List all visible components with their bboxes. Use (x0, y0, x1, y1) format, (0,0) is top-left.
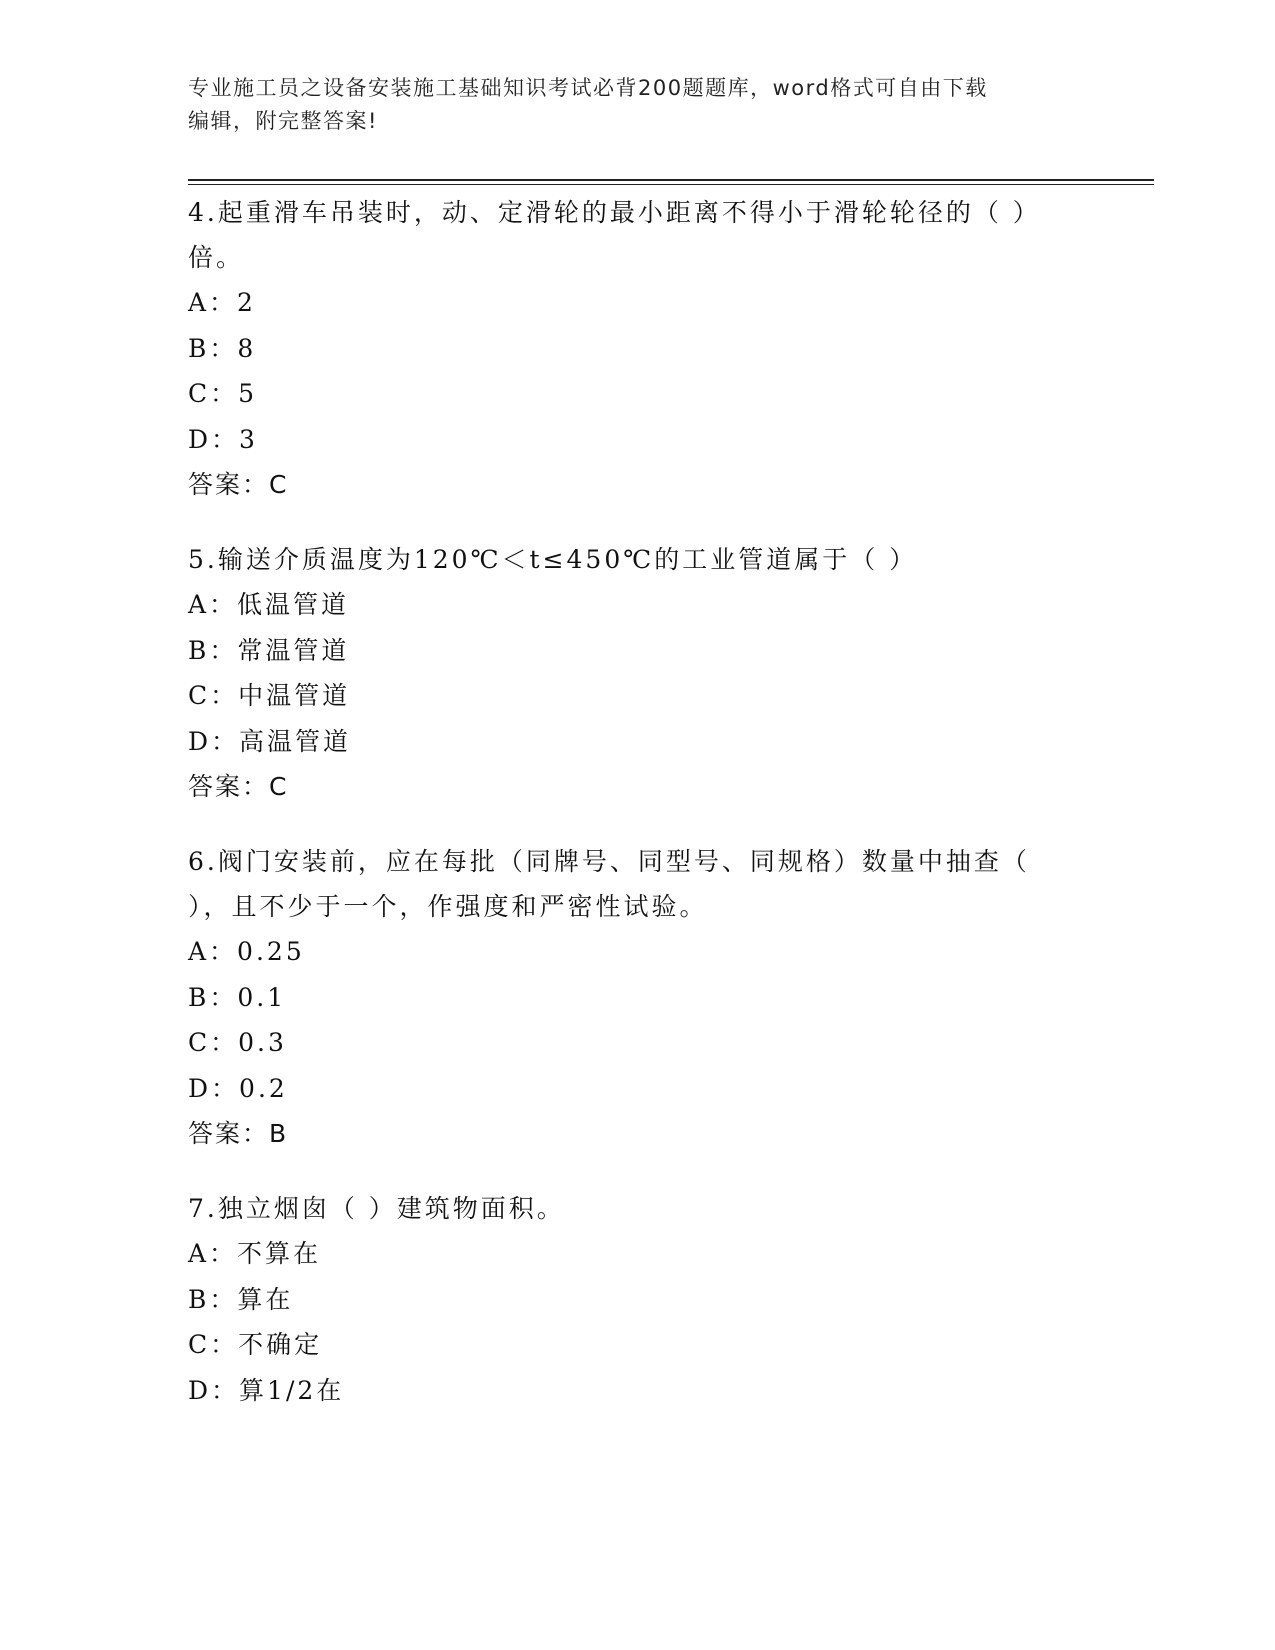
question-5 (188, 537, 1108, 809)
answer: 答案：C (188, 772, 289, 801)
header-divider-thin (188, 184, 1154, 185)
question-6 (188, 839, 1108, 1156)
answer: 答案：C (188, 470, 289, 499)
question-text-line: 倍。 (188, 243, 245, 272)
answer: 答案：B (188, 1119, 289, 1148)
option-b: B：常温管道 (188, 635, 350, 665)
document-header (188, 72, 1068, 138)
question-4 (188, 190, 1108, 507)
option-c: C：中温管道 (188, 681, 351, 710)
header-line-1: 专业施工员之设备安装施工基础知识考试必背200题题库，word格式可自由下载 (188, 76, 988, 100)
option-b: B：0.1 (188, 982, 287, 1012)
option-d: D：3 (188, 424, 258, 454)
option-a: A：不算在 (188, 1239, 322, 1268)
question-list (188, 190, 1108, 1443)
option-c: C：0.3 (188, 1028, 287, 1057)
header-line-2: 编辑，附完整答案! (188, 109, 378, 133)
question-text-line: 7.独立烟囱（ ）建筑物面积。 (188, 1194, 565, 1223)
option-a: A：0.25 (188, 937, 305, 966)
option-c: C：不确定 (188, 1330, 323, 1359)
question-text-line: 6.阀门安装前，应在每批（同牌号、同型号、同规格）数量中抽查（ (188, 847, 1030, 876)
question-text-line: ），且不少于一个，作强度和严密性试验。 (188, 892, 708, 921)
option-a: A：2 (188, 288, 256, 317)
option-c: C：5 (188, 379, 258, 408)
option-b: B：算在 (188, 1284, 294, 1314)
option-a: A：低温管道 (188, 590, 350, 619)
option-d: D：算1/2在 (188, 1375, 345, 1405)
option-b: B：8 (188, 333, 257, 363)
question-text-line: 5.输送介质温度为120℃＜t≤450℃的工业管道属于（ ） (188, 545, 918, 574)
option-d: D：高温管道 (188, 726, 352, 756)
header-divider-thick (188, 179, 1154, 181)
question-7 (188, 1186, 1108, 1413)
option-d: D：0.2 (188, 1073, 288, 1103)
question-text-line: 4.起重滑车吊装时，动、定滑轮的最小距离不得小于滑轮轮径的（ ） (188, 198, 1041, 227)
